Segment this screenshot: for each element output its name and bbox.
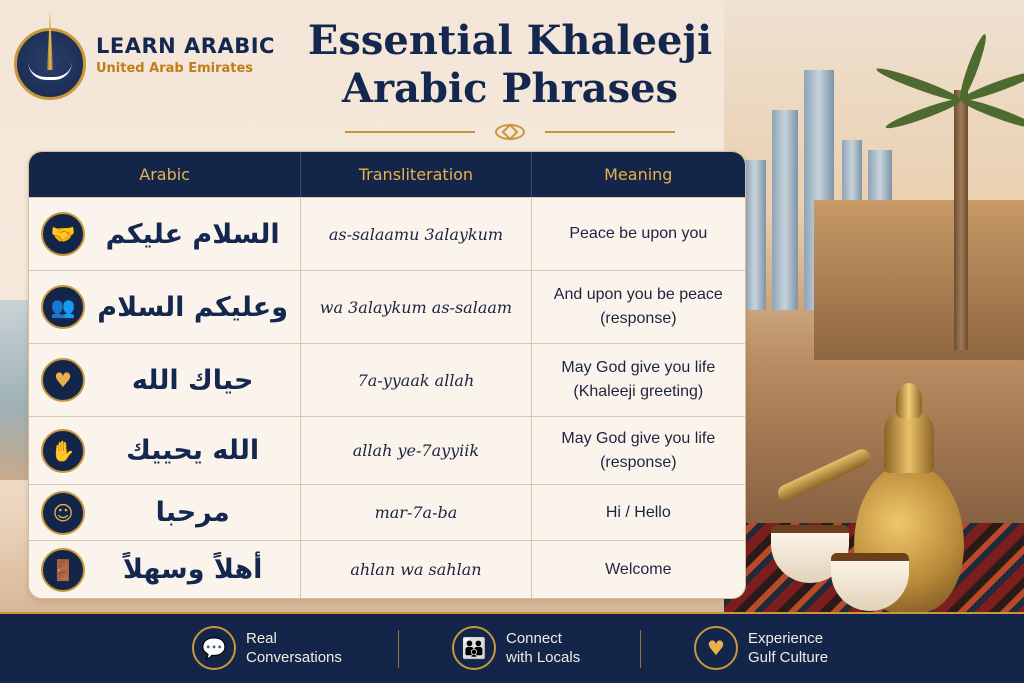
waving-person-icon: ✋ (41, 429, 85, 473)
feature-label-line2: with Locals (506, 649, 581, 666)
column-header-meaning: Meaning (604, 165, 673, 184)
table-row (29, 416, 745, 484)
features-footer (0, 612, 1024, 683)
meaning: And upon you be peace (response) (553, 286, 723, 327)
transliteration: wa 3alaykum as-salaam (319, 297, 513, 317)
feature-label-line1: Connect (506, 630, 562, 647)
ornamental-divider (345, 122, 675, 142)
column-header-transliteration: Transliteration (301, 152, 531, 197)
brand-name: LEARN ARABIC (96, 34, 275, 58)
table-row (29, 484, 745, 540)
arabic-phrase: السلام عليكم (105, 218, 280, 250)
transliteration: as-salaamu 3alaykum (328, 224, 504, 244)
community-icon: 👪 (452, 626, 496, 670)
page-title-line1: Essential Khaleeji (307, 17, 713, 64)
arabic-phrase: أهلاً وسهلاً (122, 554, 263, 585)
feature-label-line1: Real (246, 630, 277, 647)
heritage-building (814, 200, 1024, 360)
brand-text (96, 34, 275, 76)
meaning: Hi / Hello (605, 503, 671, 521)
arabic-phrase: مرحبا (155, 497, 230, 528)
meaning: May God give you life (response) (561, 429, 716, 471)
smiley-icon: ☺ (41, 491, 85, 535)
table-header (29, 152, 745, 197)
table-row (29, 540, 745, 598)
arabic-phrase: حياك الله (131, 364, 254, 396)
feature-label-line2: Gulf Culture (748, 649, 829, 666)
transliteration: 7a-yyaak allah (357, 370, 475, 390)
feature-label-line2: Conversations (246, 649, 342, 666)
open-door-icon: 🚪 (41, 548, 85, 592)
transliteration: allah ye-7ayyiik (352, 441, 480, 460)
table-row (29, 197, 745, 270)
palm-tree (954, 90, 968, 350)
phrases-table (28, 151, 746, 599)
table-row (29, 343, 745, 416)
arabic-phrase: وعليكم السلام (97, 291, 288, 323)
column-header-arabic: Arabic (29, 152, 301, 197)
meaning: Peace be upon you (569, 225, 708, 242)
brand-logo[interactable] (14, 10, 275, 100)
arabic-phrase: الله يحييك (126, 435, 260, 466)
burj-book-logo-icon (14, 10, 86, 100)
transliteration: mar-7a-ba (374, 503, 458, 522)
footer-separator (398, 630, 399, 668)
skyscraper (744, 160, 766, 310)
brand-subtitle: United Arab Emirates (96, 61, 254, 76)
feature-gulf-culture[interactable] (694, 626, 828, 670)
skyscraper (772, 110, 798, 310)
transliteration: ahlan wa sahlan (350, 560, 482, 579)
handshake-icon: 🤝 (41, 212, 85, 256)
heart-icon: ♥ (694, 626, 738, 670)
heart-hand-icon: ♥ (41, 358, 85, 402)
page-title-line2: Arabic Phrases (341, 65, 679, 112)
chat-bubbles-icon: 💬 (192, 626, 236, 670)
table-row (29, 270, 745, 343)
meaning: May God give you life (Khaleeji greeting) (561, 359, 716, 400)
feature-label-line1: Experience (748, 630, 824, 647)
feature-connect-locals[interactable] (452, 626, 580, 670)
meaning: Welcome (605, 560, 672, 578)
feature-real-conversations[interactable] (192, 626, 342, 670)
footer-separator (640, 630, 641, 668)
people-greeting-icon: 👥 (41, 285, 85, 329)
